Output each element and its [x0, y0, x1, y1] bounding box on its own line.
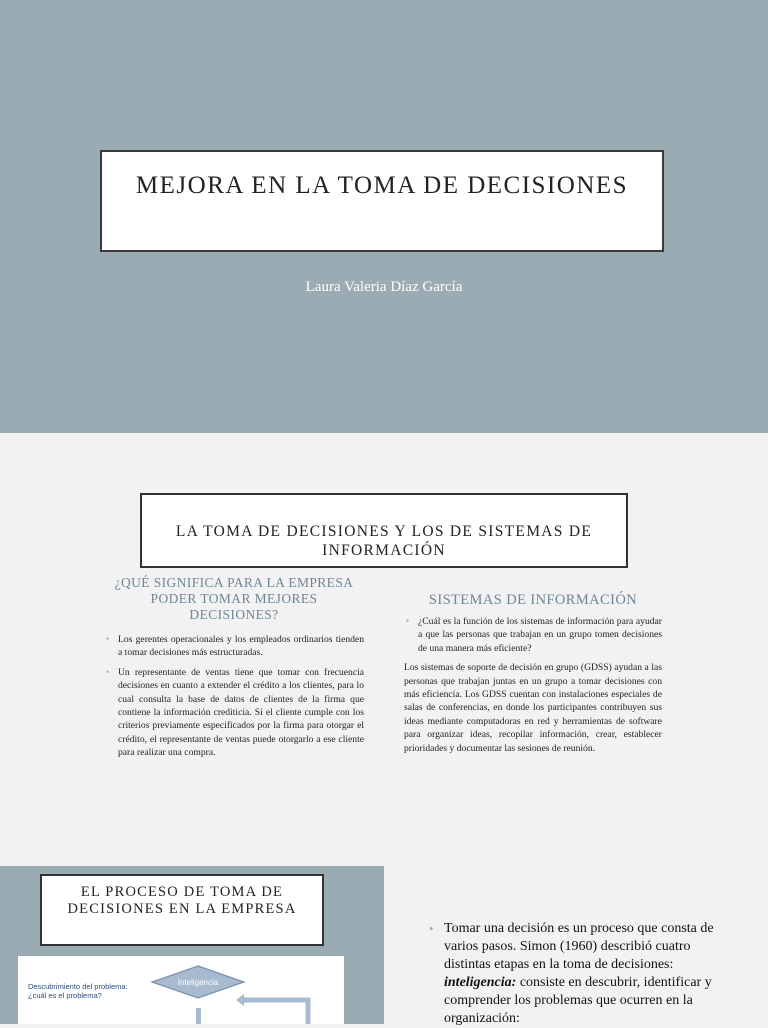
list-item: • Los gerentes operacionales y los empleados ordinarios tienden a tomar decisiones más estructuradas.	[104, 633, 364, 660]
problem-discovery-line1: Descubrimiento del problema:	[28, 982, 128, 991]
problem-discovery-label	[28, 982, 128, 1000]
list-item: • ¿Cuál es la función de los sistemas de información para ayudar a que las personas que trabajan en un grupo tomen decisiones de una manera más eficiente?	[404, 615, 662, 655]
title-slide	[0, 0, 768, 433]
left-bullet-list	[104, 633, 364, 760]
bullet-text-part1: Tomar una decisión es un proceso que consta de varios pasos. Simon (1960) describió cuatro distintas etapas en la toma de decisiones:	[444, 921, 714, 972]
decision-process-text	[384, 866, 768, 1024]
gdss-paragraph: Los sistemas de soporte de decisión en grupo (GDSS) ayudan a las personas que trabajan juntas en un grupo a tomar decisiones con más eficiencia. Los GDSS cuentan con instalaciones especiales de salas de conferencias, en donde los participantes contribuyen sus ideas mediante computadoras en red y herramientas de software para organizar ideas, recopilar información, crear, establecer prioridades y documentar las sesiones de reunión.	[404, 662, 662, 754]
decision-process-slide	[0, 866, 384, 1024]
title-box	[100, 150, 664, 252]
bullet-text-part2: consiste en descubrir, identificar y comprender los problemas que ocurren en la organización:	[444, 975, 712, 1026]
right-bullet-list	[404, 615, 662, 655]
diagram-node-label: Inteligencia	[177, 978, 219, 987]
slide3-title: EL PROCESO DE TOMA DE DECISIONES EN LA EMPRESA	[67, 884, 297, 917]
connector-stub	[196, 1008, 201, 1024]
author-name: Laura Valeria Díaz García	[305, 279, 463, 295]
presentation-title: MEJORA EN LA TOMA DE DECISIONES	[135, 172, 629, 199]
decision-systems-slide	[0, 433, 768, 866]
right-column	[404, 615, 662, 755]
arrow-head-icon	[236, 994, 244, 1006]
left-column	[104, 633, 364, 766]
slide3-title-box	[40, 874, 324, 946]
decision-process-bullets	[426, 920, 726, 1028]
information-systems-heading: SISTEMAS DE INFORMACIÓN	[428, 592, 638, 608]
bullet-emphasis: inteligencia:	[444, 975, 517, 990]
problem-discovery-line2: ¿cuál es el problema?	[28, 991, 102, 1000]
list-item: • Un representante de ventas tiene que tomar con frecuencia decisiones en cuanto a extender el crédito a los clientes, para lo cual consulta la base de datos de clientes de la firma que contiene la información crediticia. Si el cliente cumple con los criterios previamente especificados por la firma para otorgar el crédito, el representante de ventas puede otorgarlo a ese cliente para realizar una compra.	[104, 666, 364, 760]
list-item	[426, 920, 726, 1028]
slide2-title-box	[140, 493, 628, 568]
feedback-arrow	[244, 1000, 308, 1024]
slide2-title: LA TOMA DE DECISIONES Y LOS DE SISTEMAS DE INFORMACIÓN	[175, 523, 593, 559]
decision-stages-diagram	[18, 956, 344, 1024]
business-question-heading: ¿QUÉ SIGNIFICA PARA LA EMPRESA PODER TOMAR MEJORES DECISIONES?	[114, 575, 354, 622]
